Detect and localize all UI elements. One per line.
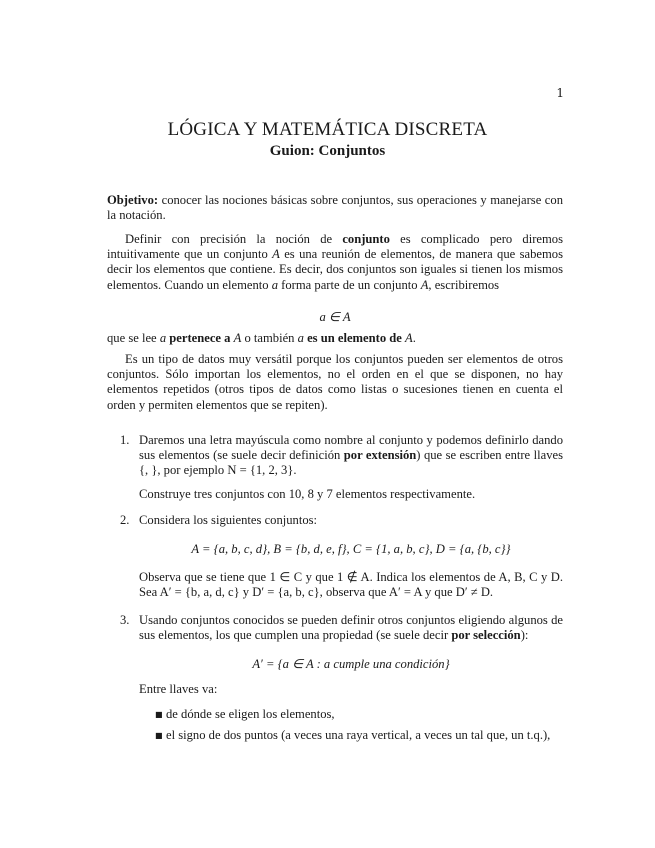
bullet-item: de dónde se eligen los elementos, <box>166 707 335 721</box>
text-run: es complicado pero diremos intuitivamente que un conjunto <box>107 232 563 262</box>
membership-equation <box>107 309 563 325</box>
math-var: a <box>159 331 167 345</box>
document-subtitle: Guion: Conjuntos <box>269 143 386 159</box>
page-number: 1 <box>556 86 564 100</box>
selection-equation: A′ = {a ∈ A : a cumple una condición} <box>252 657 450 671</box>
text-run: Definir con precisión la noción de <box>125 232 343 246</box>
list-item-2-text: Considera los siguientes conjuntos: <box>139 513 318 527</box>
list-item-1-exercise: Construye tres conjuntos con 10, 8 y 7 elementos respectivamente. <box>139 487 476 501</box>
text-run: que se lee <box>107 331 160 345</box>
text-run: Daremos una letra mayúscula como nombre al conjunto y podemos definirlo dando sus elementos (se suele decir definición <box>139 433 563 463</box>
text-run: ) que se escriben entre llaves {, }, por ejemplo N = {1, 2, 3}. <box>139 448 563 478</box>
sets-equation: A = {a, b, c, d}, B = {b, d, e, f}, C = {1, a, b, c}, D = {a, {b, c}} <box>191 542 511 556</box>
list-item-1-text <box>139 433 563 479</box>
text-run: forma parte de un conjunto <box>278 277 421 292</box>
bullet-icon: ■ <box>155 710 163 719</box>
list-number: 1. <box>120 433 130 447</box>
math-var: A <box>405 331 413 345</box>
text-run: ): <box>520 628 529 643</box>
term-elemento: es un elemento de <box>307 331 402 345</box>
math-var: A <box>233 331 242 345</box>
text-run: es una reunión de elementos, de manera que sabemos decir los elementos que contiene. Es decir, dos conjuntos son iguales si tienen los mismos elementos. Cuando un elemento <box>107 247 563 292</box>
bullet-item: el signo de dos puntos (a veces una raya vertical, a veces un tal que, un t.q.), <box>166 728 551 742</box>
list-item-3-text <box>139 613 563 643</box>
math-var: A <box>420 277 429 292</box>
objective-text: conocer las nociones básicas sobre conjuntos, sus operaciones y manejarse con la notación. <box>107 193 563 223</box>
objective-label: Objetivo: <box>107 193 159 207</box>
bullet-icon: ■ <box>155 731 163 740</box>
equation-text: a ∈ A <box>319 310 351 324</box>
term-pertenece: pertenece a <box>169 331 231 345</box>
membership-reading-paragraph <box>107 331 563 346</box>
list-number: 2. <box>120 513 130 527</box>
document-title: LÓGICA Y MATEMÁTICA DISCRETA <box>167 119 488 140</box>
list-item-2-exercise: Observa que se tiene que 1 ∈ C y que 1 ∉ A. Indica los elementos de A, B, C y D. Sea A′ = {b, a, d, c} y D′ = {a, b, c}, observa que A′ = A y que D′ ≠ D. <box>139 570 563 600</box>
term-extension: por extensión <box>343 448 417 463</box>
text-run: , escribiremos <box>428 277 500 292</box>
term-seleccion: por selección <box>451 628 521 643</box>
versatility-paragraph: Es un tipo de datos muy versátil porque los conjuntos pueden ser elementos de otros conjuntos. Sólo importan los elementos, no el orden en el que se disponen, no hay elementos repetidos (otros tipos de datos como listas o sucesiones tienen en cuenta el orden y permiten elementos que se repiten). <box>107 352 563 412</box>
math-var: a <box>297 331 304 345</box>
definition-paragraph <box>107 232 563 293</box>
math-var: a <box>271 277 279 292</box>
list-number: 3. <box>120 613 130 627</box>
list-item-3-note: Entre llaves va: <box>139 682 218 696</box>
math-var: A <box>272 247 280 262</box>
text-run: o también <box>241 331 298 345</box>
text-run: . <box>412 331 416 345</box>
text-run: Usando conjuntos conocidos se pueden definir otros conjuntos eligiendo algunos de sus elementos, los que cumplen una propiedad (se suele decir <box>139 613 563 643</box>
term-conjunto: conjunto <box>342 232 390 246</box>
objective-paragraph <box>107 193 563 223</box>
